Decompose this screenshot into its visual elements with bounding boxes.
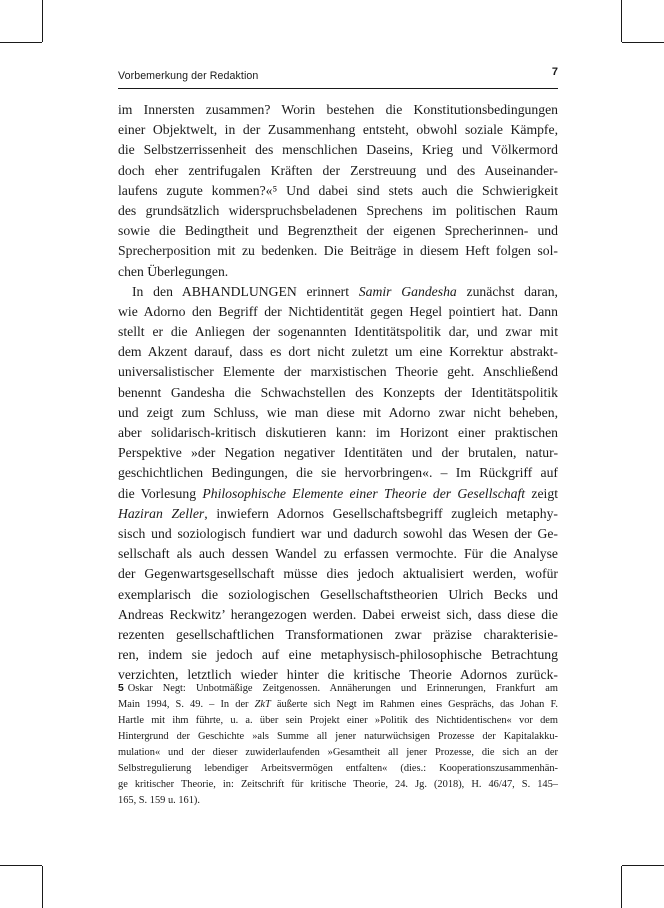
footnote-line: Hartle mit ihm führte, u. a. über sein Projekt einer »Politik des Nichtidentischen« vor dem [118,715,558,726]
body-line [118,282,558,302]
body-line: laufens zugute kommen?«⁵ Und dabei sind stets auch die Schwierigkeit [118,182,558,198]
text-run: Main 1994, S. 49. – In der [118,699,255,710]
body-line: ren, indem sie jedoch auf eine metaphysisch-philosophische Betrachtung [118,647,558,663]
body-line: Perspektive »der Negation negativer Identitäten und der brutalen, natur- [118,445,558,461]
footnote-line: 165, S. 159 u. 161). [118,795,200,806]
page-number: 7 [551,66,558,78]
crop-mark [42,866,43,908]
body-line: geschichtlichen Bedingungen, die sie hervorbringen«. – Im Rückgriff auf [118,465,558,481]
body-line: und zeigt zum Schluss, wie man diese mit Adorno zwar nicht beheben, [118,404,558,420]
running-head: Vorbemerkung der Redaktion [118,70,259,82]
page-header [118,66,558,86]
footnote-line [118,681,558,697]
body-line: sowie die Bedingtheit und Begrenztheit der eigenen Sprecherinnen- und [118,223,558,239]
body-line: des grundsätzlich widerspruchsbeladenen Sprechens im politischen Raum [118,202,558,218]
body-line: rezenten gesellschaftlichen Transformationen zwar präzise charakterisie- [118,626,558,642]
body-line: benennt Gandesha die Schwachstellen des Konzepts der Identitätspolitik [118,384,558,400]
text-run: die Vorlesung [118,485,203,501]
body-line: die Selbstzerrissenheit des menschlichen Daseins, Krieg und Völkermord [118,142,558,158]
body-text [118,100,558,685]
text-run: zeigt [525,485,559,501]
body-line: im Innersten zusammen? Worin bestehen die Konstitutionsbedingungen [118,102,558,117]
italic-run: Haziran Zeller [118,505,205,521]
text-run: Oskar Negt: Unbotmäßige Zeitgenossen. Annäherungen und Erinnerungen, Frankfurt am [127,683,558,694]
body-line: verzichten, letztlich wieder hinter die kritische Theorie Adornos zurück- [118,667,558,683]
italic-run: Philosophische Elemente einer Theorie der Gesellschaft [202,485,526,501]
body-line: chen Überlegungen. [118,263,229,279]
body-line: doch eher zentrifugalen Kräften der Zerstreuung und des Auseinander- [118,162,558,178]
header-rule [118,88,558,89]
italic-run: Samir Gandesha [358,283,457,299]
crop-mark [622,865,664,866]
text-run: zunächst daran, [456,283,558,299]
footnote-line [118,697,558,713]
italic-run: ZkT [254,699,271,710]
body-line: der Gegenwartsgesellschaft müsse dies jedoch aktualisiert werden, wofür [118,566,558,582]
body-line: sellschaft als auch dessen Wandel zu erfassen vermochte. Für die Analyse [118,546,558,562]
footnote-number: 5 [118,683,124,694]
body-line: wie Adorno den Begriff der Nichtidentität gegen Hegel pointiert hat. Dann [118,303,558,319]
text-run: äußerte sich Negt im Rahmen eines Gesprächs, das Johan F. [270,699,558,710]
crop-mark [42,0,43,42]
footnote [118,681,558,809]
footnote-line: mulation« und der dieser zuwiderlaufenden »Gesamtheit all jener Prozesse, die sich an der [118,747,558,758]
footnote-line: Selbstregulierung lebendiger Arbeitsvermögen entfalten« (dies.: Kooperationszusammenhän- [118,763,558,774]
body-line: exemplarisch die soziologischen Gesellschaftstheorien Ulrich Becks und [118,586,558,602]
footnote-line: ge kritischer Theorie, in: Zeitschrift für kritische Theorie, 24. Jg. (2018), H. 46/47, S. 145– [118,779,558,790]
crop-mark [621,866,622,908]
body-line: dem Akzent darauf, dass es dort nicht zuletzt um eine Korrektur abstrakt- [118,344,558,360]
body-line: sisch und soziologisch fundiert war und dadurch sowohl das Wesen der Ge- [118,525,558,541]
text-run: , inwiefern Adornos Gesellschaftsbegriff zugleich metaphy- [204,505,558,521]
body-line: Sprecherposition mit zu bedenken. Die Beiträge in diesem Heft folgen sol- [118,243,558,259]
body-line: stellt er die Anliegen der sogenannten Identitätspolitik dar, und zwar mit [118,324,558,340]
body-line: aber solidarisch-kritisch diskutieren kann: im Horizont einer praktischen [118,425,558,440]
text-run: In den ABHANDLUNGEN erinnert [132,283,359,299]
body-line: Andreas Reckwitz’ herangezogen werden. Dabei erweist sich, dass diese die [118,606,558,622]
body-line: universalistischer Elemente der marxistischen Theorie geht. Anschließend [118,364,558,380]
body-line [118,484,558,504]
footnote-line: Hintergrund der Geschichte »als Summe all jener naturwüchsigen Prozesse der Kapitalakku- [118,731,558,742]
body-line [118,504,558,524]
crop-mark [0,42,42,43]
body-line: einer Objektwelt, in der Zusammenhang entsteht, obwohl soziale Kämpfe, [118,122,558,138]
crop-mark [0,865,42,866]
crop-mark [622,42,664,43]
crop-mark [621,0,622,42]
